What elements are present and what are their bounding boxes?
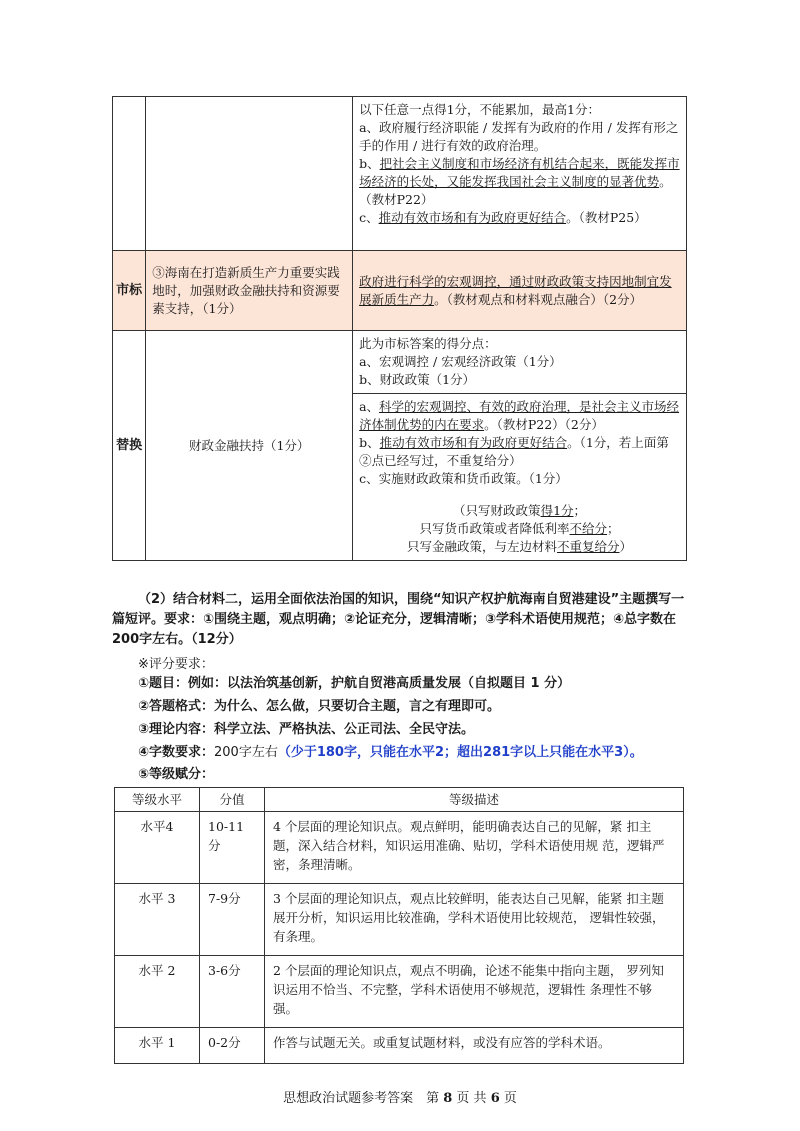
score-cell: 10-11分 — [200, 812, 265, 884]
grading-item: ②答题格式：为什么、怎么做，只要切合主题，言之有理即可。 — [138, 699, 501, 714]
level-table — [114, 787, 684, 1064]
table-row — [115, 1028, 684, 1064]
answer-point-c: c、推动有效市场和有为政府更好结合。（教材P25） — [359, 210, 647, 225]
score-cell: 3-6分 — [200, 956, 265, 1028]
material-cell: 财政金融扶持（1分） — [146, 331, 353, 561]
answer-line: 此为市标答案的得分点： — [359, 336, 497, 351]
answer-cell — [353, 394, 687, 561]
page-footer: 思想政治试题参考答案 第 8 页 共 6 页 — [283, 1091, 517, 1106]
material-cell-empty — [146, 97, 353, 251]
level-cell: 水平 3 — [115, 884, 200, 956]
answer-line: a、宏观调控 / 宏观经济政策（1分） — [359, 354, 562, 369]
answer-cell — [353, 331, 687, 394]
column-header: 等级水平 — [115, 788, 200, 812]
level-cell: 水平4 — [115, 812, 200, 884]
level-cell: 水平 2 — [115, 956, 200, 1028]
page-number: 8 — [443, 1091, 453, 1106]
table-row — [115, 812, 684, 884]
column-header: 等级描述 — [265, 788, 684, 812]
score-cell: 0-2分 — [200, 1028, 265, 1064]
note-line: （只写财政政策得1分； — [453, 503, 587, 518]
note-line: 只写货币政策或者降低利率不给分； — [419, 521, 620, 536]
level-cell: 水平 1 — [115, 1028, 200, 1064]
grading-title: ※评分要求： — [138, 657, 214, 672]
table-row — [113, 251, 687, 331]
desc-cell: 3 个层面的理论知识点，观点比较鲜明，能表达自己见解，能紧 扣主题展开分析，知识运用比较准确，学科术语使用比较规范， 逻辑性较强，有条理。 — [265, 884, 684, 956]
table-row — [115, 956, 684, 1028]
note-line: 只写金融政策，与左边材料不重复给分） — [407, 539, 633, 554]
answer-cell — [353, 97, 687, 251]
answer-point-c: c、实施财政政策和货币政策。（1分） — [359, 471, 568, 486]
grading-item: ④字数要求：200字左右（少于180字，只能在水平2；超出281字以上只能在水平3）。 — [138, 745, 643, 760]
answer-point-a: a、科学的宏观调控、有效的政府治理，是社会主义市场经济体制优势的内在要求。（教材P22）（2分） — [359, 399, 680, 432]
answer-line: b、财政政策（1分） — [359, 372, 476, 387]
grading-item: ⑤等级赋分： — [138, 767, 215, 782]
answer-point-b: b、推动有效市场和有为政府更好结合。（1分，若上面第②点已经写过，不重复给分） — [359, 435, 669, 468]
desc-cell: 作答与试题无关。或重复试题材料，或没有应答的学科术语。 — [265, 1028, 684, 1064]
score-cell: 7-9分 — [200, 884, 265, 956]
scoring-table — [112, 96, 687, 561]
table-row — [113, 331, 687, 394]
table-row — [113, 97, 687, 251]
row-label: 替换 — [113, 331, 146, 561]
answer-line: a、政府履行经济职能 / 发挥有为政府的作用 / 发挥有形之手的作用 / 进行有效的政府治理。 — [359, 120, 679, 153]
answer-line: 以下任意一点得1分，不能累加，最高1分： — [359, 102, 600, 117]
page-total: 6 — [490, 1091, 500, 1106]
table-row — [115, 884, 684, 956]
row-label-empty — [113, 97, 146, 251]
desc-cell: 4 个层面的理论知识点。观点鲜明，能明确表达自己的见解，紧 扣主题，深入结合材料，知识运用准确、贴切，学科术语使用规 范，逻辑严密，条理清晰。 — [265, 812, 684, 884]
grading-item: ①题目：例如：以法治筑基创新，护航自贸港高质量发展（自拟题目 1 分） — [138, 676, 571, 691]
answer-cell: 政府进行科学的宏观调控，通过财政政策支持因地制宜发展新质生产力。（教材观点和材料观点融合）（2分） — [353, 251, 687, 331]
material-cell: ③海南在打造新质生产力重要实践地时，加强财政金融扶持和资源要素支持，（1分） — [146, 251, 353, 331]
grading-item: ③理论内容：科学立法、严格执法、公正司法、全民守法。 — [138, 722, 475, 737]
desc-cell: 2 个层面的理论知识点，观点不明确，论述不能集中指向主题， 罗列知识运用不恰当、不完整，学科术语使用不够规范，逻辑性 条理性不够强。 — [265, 956, 684, 1028]
question-text: （2）结合材料二，运用全面依法治国的知识，围绕“知识产权护航海南自贸港建设”主题撰写一篇短评。要求：①围绕主题，观点明确；②论证充分，逻辑清晰；③学科术语使用规范；④总字数在200字左右。（12分） — [112, 592, 685, 647]
row-label: 市标 — [113, 251, 146, 331]
column-header: 分值 — [200, 788, 265, 812]
answer-point-b: b、把社会主义制度和市场经济有机结合起来，既能发挥市场经济的长处，又能发挥我国社会主义制度的显著优势。（教材P22） — [359, 156, 680, 207]
table-header-row — [115, 788, 684, 812]
